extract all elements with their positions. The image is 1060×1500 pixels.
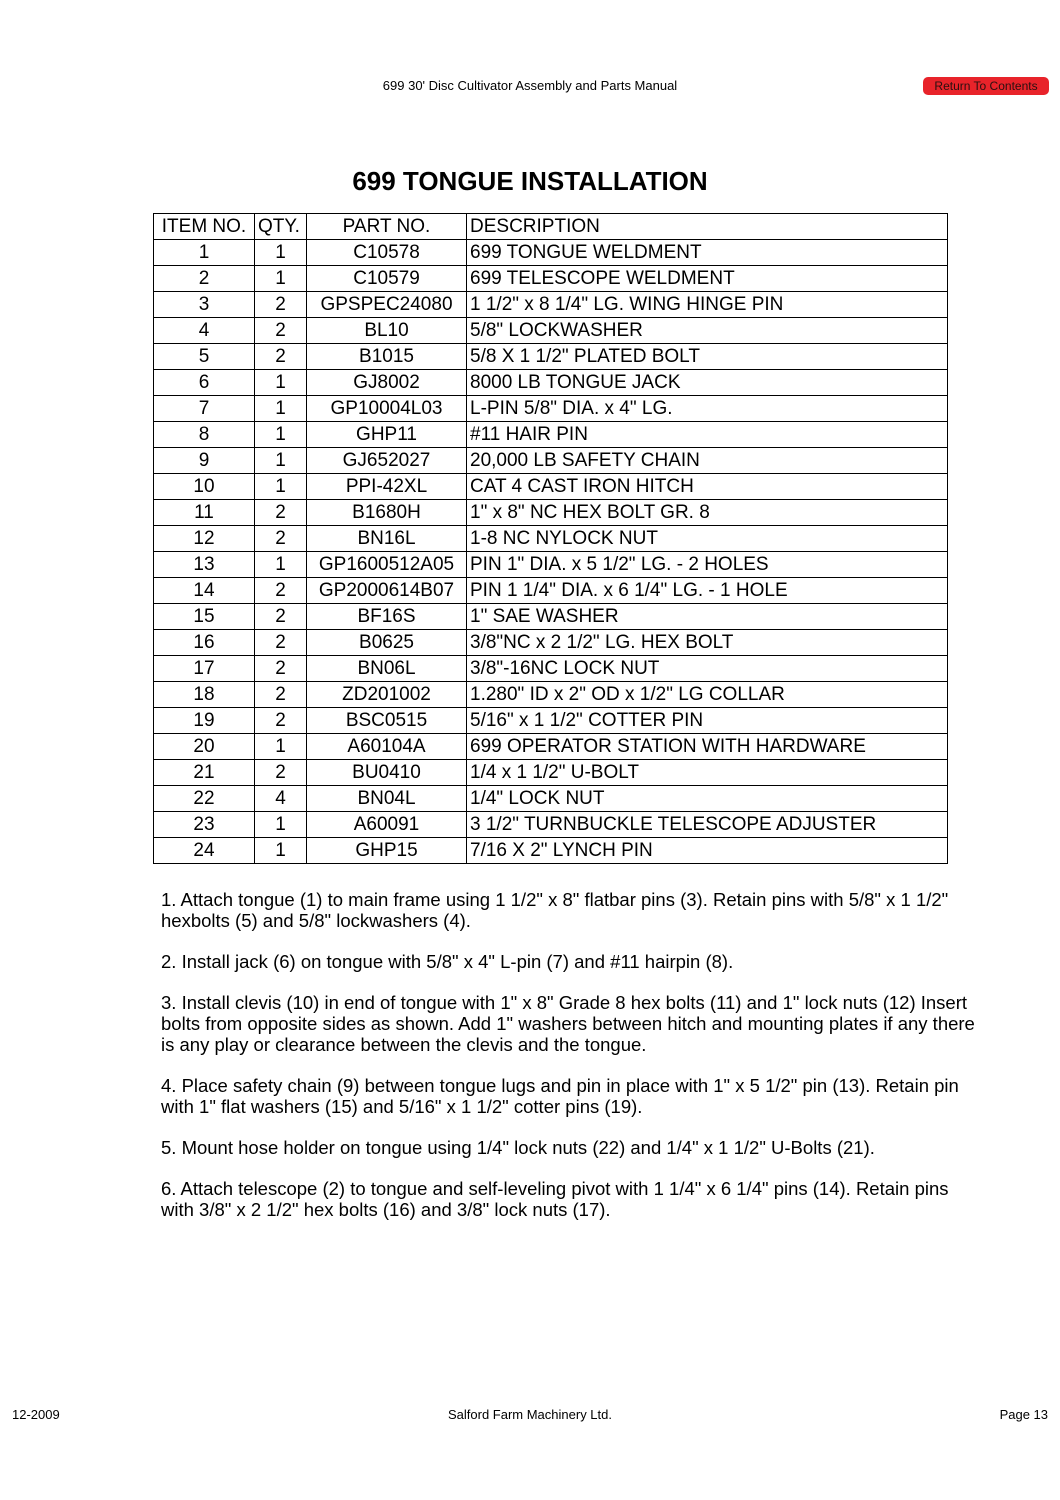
table-header-row (154, 214, 948, 240)
column-header-part-no: PART NO. (307, 214, 467, 240)
table-row (154, 708, 948, 734)
qty-cell: 2 (255, 630, 307, 656)
qty-cell: 2 (255, 604, 307, 630)
item-no-cell: 24 (154, 838, 255, 864)
table-row (154, 370, 948, 396)
table-row (154, 734, 948, 760)
table-row (154, 812, 948, 838)
part-no-cell: B1015 (307, 344, 467, 370)
qty-cell: 2 (255, 500, 307, 526)
qty-cell: 2 (255, 682, 307, 708)
return-to-contents-button[interactable]: Return To Contents (923, 77, 1049, 95)
footer-page-number: Page 13 (999, 1407, 1048, 1422)
table-row (154, 500, 948, 526)
part-no-cell: GP2000614B07 (307, 578, 467, 604)
table-row (154, 266, 948, 292)
instruction-step: 3. Install clevis (10) in end of tongue with 1" x 8" Grade 8 hex bolts (11) and 1" lock nuts (12) Insert bolts from opposite sides as shown. Add 1" washers between hitch and mounting plates if any there is any play or clearance between the clevis and the tongue. (161, 992, 975, 1055)
column-header-qty: QTY. (255, 214, 307, 240)
table-row (154, 240, 948, 266)
description-cell: 7/16 X 2" LYNCH PIN (467, 838, 948, 864)
item-no-cell: 14 (154, 578, 255, 604)
part-no-cell: BU0410 (307, 760, 467, 786)
parts-table (153, 213, 948, 864)
item-no-cell: 5 (154, 344, 255, 370)
description-cell: PIN 1 1/4" DIA. x 6 1/4" LG. - 1 HOLE (467, 578, 948, 604)
description-cell: 699 TELESCOPE WELDMENT (467, 266, 948, 292)
part-no-cell: A60091 (307, 812, 467, 838)
description-cell: 8000 LB TONGUE JACK (467, 370, 948, 396)
part-no-cell: BF16S (307, 604, 467, 630)
qty-cell: 1 (255, 734, 307, 760)
qty-cell: 1 (255, 266, 307, 292)
description-cell: 1/4 x 1 1/2" U-BOLT (467, 760, 948, 786)
table-row (154, 552, 948, 578)
qty-cell: 1 (255, 838, 307, 864)
item-no-cell: 10 (154, 474, 255, 500)
part-no-cell: BN04L (307, 786, 467, 812)
part-no-cell: A60104A (307, 734, 467, 760)
column-header-description: DESCRIPTION (467, 214, 948, 240)
qty-cell: 4 (255, 786, 307, 812)
header-title: 699 30' Disc Cultivator Assembly and Parts Manual (382, 78, 678, 93)
qty-cell: 2 (255, 318, 307, 344)
item-no-cell: 15 (154, 604, 255, 630)
qty-cell: 2 (255, 526, 307, 552)
table-row (154, 344, 948, 370)
part-no-cell: BN16L (307, 526, 467, 552)
item-no-cell: 17 (154, 656, 255, 682)
item-no-cell: 16 (154, 630, 255, 656)
qty-cell: 1 (255, 240, 307, 266)
description-cell: L-PIN 5/8" DIA. x 4" LG. (467, 396, 948, 422)
part-no-cell: GJ8002 (307, 370, 467, 396)
description-cell: PIN 1" DIA. x 5 1/2" LG. - 2 HOLES (467, 552, 948, 578)
description-cell: 5/8" LOCKWASHER (467, 318, 948, 344)
part-no-cell: BL10 (307, 318, 467, 344)
description-cell: 3/8"NC x 2 1/2" LG. HEX BOLT (467, 630, 948, 656)
qty-cell: 2 (255, 344, 307, 370)
description-cell: 1-8 NC NYLOCK NUT (467, 526, 948, 552)
description-cell: 1/4" LOCK NUT (467, 786, 948, 812)
item-no-cell: 22 (154, 786, 255, 812)
instruction-step: 4. Place safety chain (9) between tongue lugs and pin in place with 1" x 5 1/2" pin (13). Retain pin with 1" flat washers (15) and 5/16" x 1 1/2" cotter pins (19). (161, 1075, 959, 1117)
table-row (154, 448, 948, 474)
table-row (154, 526, 948, 552)
part-no-cell: GHP11 (307, 422, 467, 448)
part-no-cell: GP10004L03 (307, 396, 467, 422)
parts-table-body (154, 240, 948, 864)
part-no-cell: BSC0515 (307, 708, 467, 734)
qty-cell: 1 (255, 448, 307, 474)
part-no-cell: GPSPEC24080 (307, 292, 467, 318)
table-row (154, 604, 948, 630)
description-cell: 5/16" x 1 1/2" COTTER PIN (467, 708, 948, 734)
qty-cell: 1 (255, 370, 307, 396)
part-no-cell: PPI-42XL (307, 474, 467, 500)
instruction-step: 6. Attach telescope (2) to tongue and self-leveling pivot with 1 1/4" x 6 1/4" pins (14). Retain pins with 3/8" x 2 1/2" hex bolts (16) and 3/8" lock nuts (17). (161, 1178, 949, 1220)
qty-cell: 2 (255, 760, 307, 786)
item-no-cell: 18 (154, 682, 255, 708)
part-no-cell: GJ652027 (307, 448, 467, 474)
item-no-cell: 19 (154, 708, 255, 734)
table-row (154, 318, 948, 344)
part-no-cell: C10579 (307, 266, 467, 292)
item-no-cell: 11 (154, 500, 255, 526)
table-row (154, 396, 948, 422)
description-cell: 1" x 8" NC HEX BOLT GR. 8 (467, 500, 948, 526)
description-cell: 1.280" ID x 2" OD x 1/2" LG COLLAR (467, 682, 948, 708)
qty-cell: 2 (255, 578, 307, 604)
instruction-step: 5. Mount hose holder on tongue using 1/4" lock nuts (22) and 1/4" x 1 1/2" U-Bolts (21). (161, 1137, 875, 1158)
table-row (154, 760, 948, 786)
table-row (154, 292, 948, 318)
footer-date: 12-2009 (12, 1407, 60, 1422)
instructions (161, 889, 976, 1240)
item-no-cell: 8 (154, 422, 255, 448)
item-no-cell: 1 (154, 240, 255, 266)
qty-cell: 1 (255, 422, 307, 448)
qty-cell: 2 (255, 656, 307, 682)
table-row (154, 578, 948, 604)
instruction-step: 2. Install jack (6) on tongue with 5/8" x 4" L-pin (7) and #11 hairpin (8). (161, 951, 734, 972)
description-cell: 1 1/2" x 8 1/4" LG. WING HINGE PIN (467, 292, 948, 318)
table-row (154, 630, 948, 656)
qty-cell: 2 (255, 708, 307, 734)
description-cell: 3/8"-16NC LOCK NUT (467, 656, 948, 682)
qty-cell: 1 (255, 474, 307, 500)
part-no-cell: C10578 (307, 240, 467, 266)
item-no-cell: 23 (154, 812, 255, 838)
table-row (154, 838, 948, 864)
part-no-cell: ZD201002 (307, 682, 467, 708)
qty-cell: 1 (255, 552, 307, 578)
description-cell: 699 OPERATOR STATION WITH HARDWARE (467, 734, 948, 760)
item-no-cell: 6 (154, 370, 255, 396)
instruction-step: 1. Attach tongue (1) to main frame using 1 1/2" x 8" flatbar pins (3). Retain pins with 5/8" x 1 1/2" hexbolts (5) and 5/8" lockwashers (4). (161, 889, 949, 931)
table-row (154, 422, 948, 448)
item-no-cell: 4 (154, 318, 255, 344)
table-row (154, 474, 948, 500)
description-cell: 5/8 X 1 1/2" PLATED BOLT (467, 344, 948, 370)
item-no-cell: 21 (154, 760, 255, 786)
description-cell: 20,000 LB SAFETY CHAIN (467, 448, 948, 474)
item-no-cell: 20 (154, 734, 255, 760)
table-row (154, 682, 948, 708)
description-cell: #11 HAIR PIN (467, 422, 948, 448)
column-header-item-no: ITEM NO. (154, 214, 255, 240)
table-row (154, 786, 948, 812)
qty-cell: 1 (255, 812, 307, 838)
part-no-cell: GHP15 (307, 838, 467, 864)
description-cell: 699 TONGUE WELDMENT (467, 240, 948, 266)
part-no-cell: B0625 (307, 630, 467, 656)
description-cell: 3 1/2" TURNBUCKLE TELESCOPE ADJUSTER (467, 812, 948, 838)
description-cell: CAT 4 CAST IRON HITCH (467, 474, 948, 500)
qty-cell: 2 (255, 292, 307, 318)
description-cell: 1" SAE WASHER (467, 604, 948, 630)
item-no-cell: 13 (154, 552, 255, 578)
part-no-cell: BN06L (307, 656, 467, 682)
item-no-cell: 2 (154, 266, 255, 292)
item-no-cell: 7 (154, 396, 255, 422)
item-no-cell: 12 (154, 526, 255, 552)
item-no-cell: 9 (154, 448, 255, 474)
item-no-cell: 3 (154, 292, 255, 318)
section-title: 699 TONGUE INSTALLATION (352, 166, 708, 196)
table-row (154, 656, 948, 682)
part-no-cell: B1680H (307, 500, 467, 526)
part-no-cell: GP1600512A05 (307, 552, 467, 578)
qty-cell: 1 (255, 396, 307, 422)
footer-company: Salford Farm Machinery Ltd. (447, 1407, 612, 1422)
